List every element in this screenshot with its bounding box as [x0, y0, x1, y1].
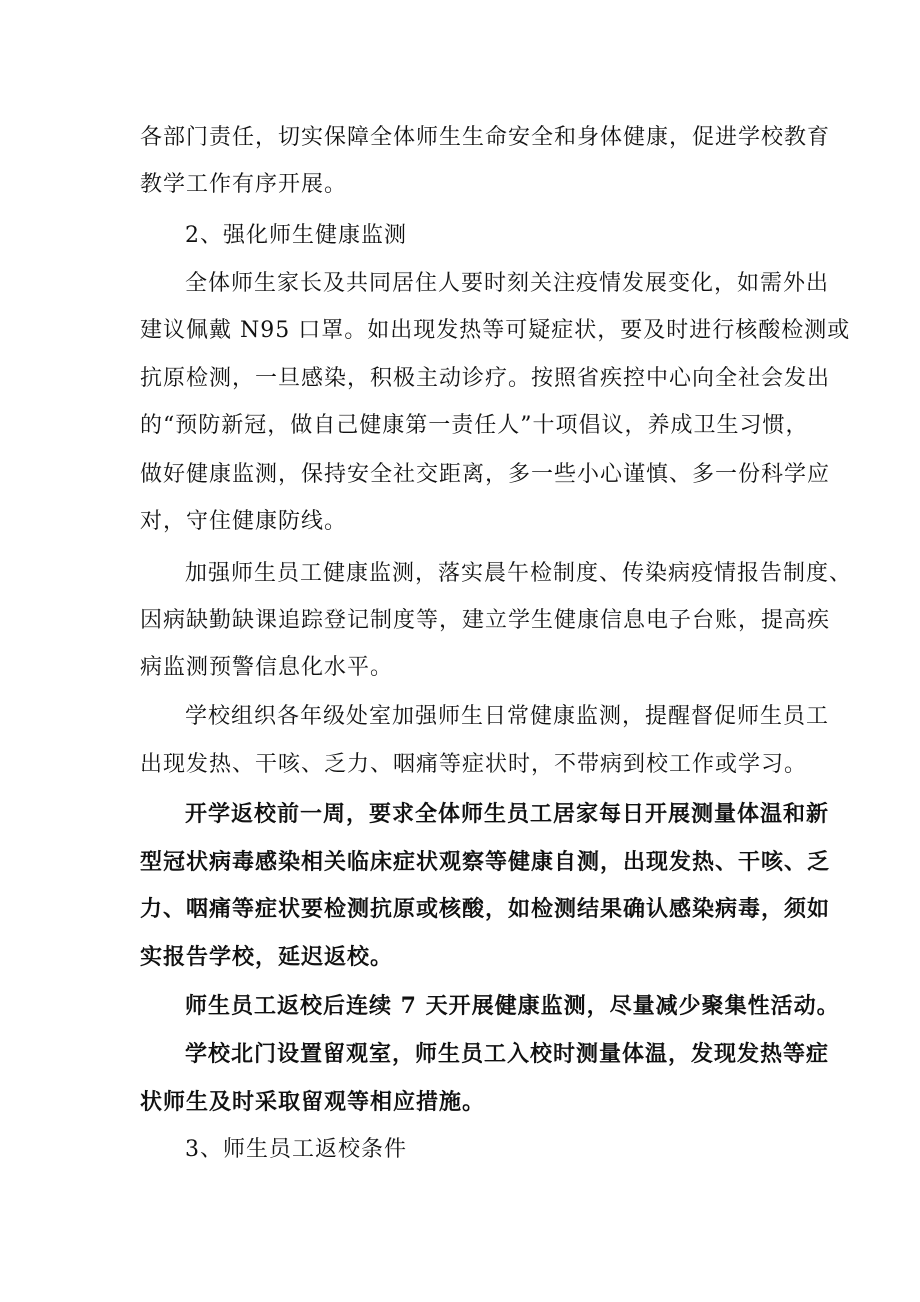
paragraph-line: 教学工作有序开展。	[140, 172, 348, 197]
paragraph-line: 的“预防新冠，做自己健康第一责任人”十项倡议，养成卫生习惯，	[140, 413, 809, 438]
paragraph-line: 出现发热、干咳、乏力、咽痛等症状时，不带病到校工作或学习。	[140, 752, 808, 777]
bold-paragraph-line: 学校北门设置留观室，师生员工入校时测量体温，发现发热等症	[185, 1041, 830, 1067]
paragraph-line: 抗原检测，一旦感染，积极主动诊疗。按照省疾控中心向全社会发出	[140, 366, 831, 391]
paragraph-line: 全体师生家长及共同居住人要时刻关注疫情发展变化，如需外出	[185, 271, 830, 296]
paragraph-line: 因病缺勤缺课追踪登记制度等，建立学生健康信息电子台账，提高疾	[140, 608, 831, 633]
paragraph-line: 病监测预警信息化水平。	[140, 655, 394, 680]
paragraph-line: 建议佩戴 N95 口罩。如出现发热等可疑症状，要及时进行核酸检测或	[140, 318, 851, 343]
bold-paragraph-line: 状师生及时采取留观等相应措施。	[140, 1089, 486, 1115]
paragraph-line: 对，守住健康防线。	[140, 509, 348, 534]
section-heading: 2、强化师生健康监测	[185, 223, 407, 248]
paragraph-line: 学校组织各年级处室加强师生日常健康监测，提醒督促师生员工	[185, 704, 830, 729]
bold-paragraph-line: 师生员工返校后连续 7 天开展健康监测，尽量减少聚集性活动。	[185, 993, 840, 1019]
paragraph-line: 加强师生员工健康监测，落实晨午检制度、传染病疫情报告制度、	[185, 561, 853, 586]
bold-paragraph-line: 力、咽痛等症状要检测抗原或核酸，如检测结果确认感染病毒，须如	[140, 896, 831, 922]
paragraph-line: 做好健康监测，保持安全社交距离，多一些小心谨慎、多一份科学应	[140, 462, 831, 487]
section-heading: 3、师生员工返校条件	[185, 1137, 407, 1162]
bold-paragraph-line: 型冠状病毒感染相关临床症状观察等健康自测，出现发热、干咳、乏	[140, 849, 831, 875]
paragraph-line: 各部门责任，切实保障全体师生生命安全和身体健康，促进学校教育	[140, 125, 831, 150]
bold-paragraph-line: 开学返校前一周，要求全体师生员工居家每日开展测量体温和新	[185, 801, 830, 827]
bold-paragraph-line: 实报告学校，延迟返校。	[140, 944, 394, 970]
